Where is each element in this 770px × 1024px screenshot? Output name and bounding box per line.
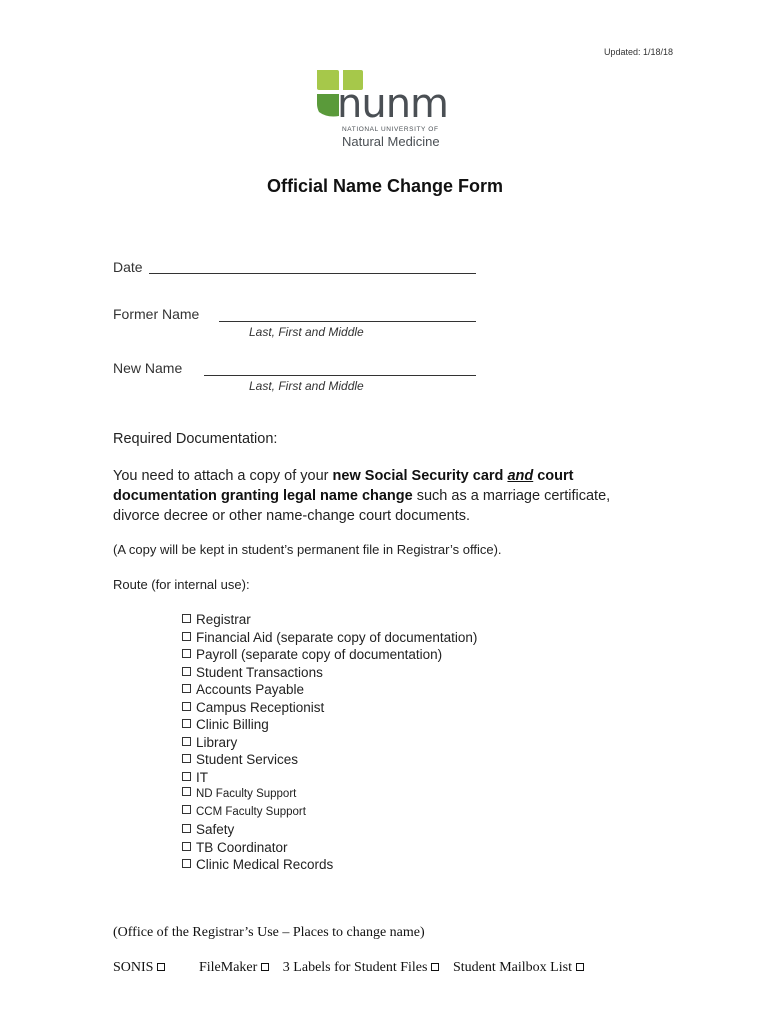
documentation-heading: Required Documentation: xyxy=(113,431,278,447)
route-item-library[interactable]: Library xyxy=(182,734,477,752)
route-item-tb-coordinator[interactable]: TB Coordinator xyxy=(182,839,477,857)
checkbox-icon[interactable] xyxy=(182,842,191,851)
documentation-text: You need to attach a copy of your new Social Security card and court documentation granting legal name change such as a marriage certificate, divorce decree or other name-change court documents. xyxy=(113,468,611,524)
route-item-student-services[interactable]: Student Services xyxy=(182,751,477,769)
checkbox-icon[interactable] xyxy=(182,632,191,641)
new-name-hint: Last, First and Middle xyxy=(249,379,364,393)
route-item-clinic-medical-records[interactable]: Clinic Medical Records xyxy=(182,856,477,874)
updated-date: Updated: 1/18/18 xyxy=(603,47,673,57)
office-use-row xyxy=(113,960,584,976)
checkbox-icon[interactable] xyxy=(182,805,191,814)
route-item-campus-receptionist[interactable]: Campus Receptionist xyxy=(182,699,477,717)
checkbox-icon[interactable] xyxy=(431,963,439,971)
logo-wordmark: nunm xyxy=(337,81,449,127)
new-name-label: New Name xyxy=(113,360,183,376)
office-item-labels[interactable]: 3 Labels for Student Files xyxy=(283,960,440,975)
documentation-note: (A copy will be kept in student’s permanent file in Registrar’s office). xyxy=(113,542,502,557)
office-use-heading: (Office of the Registrar’s Use – Places to change name) xyxy=(113,925,425,940)
form-title: Official Name Change Form xyxy=(266,176,504,196)
route-item-accounts-payable[interactable]: Accounts Payable xyxy=(182,681,477,699)
checkbox-icon[interactable] xyxy=(182,859,191,868)
office-item-mailbox-list[interactable]: Student Mailbox List xyxy=(453,960,584,975)
former-name-field[interactable] xyxy=(219,321,476,322)
date-label: Date xyxy=(113,259,143,275)
checkbox-icon[interactable] xyxy=(182,614,191,623)
route-item-financial-aid[interactable]: Financial Aid (separate copy of documentation) xyxy=(182,629,477,647)
checkbox-icon[interactable] xyxy=(157,963,165,971)
checkbox-icon[interactable] xyxy=(576,963,584,971)
checkbox-icon[interactable] xyxy=(261,963,269,971)
checkbox-icon[interactable] xyxy=(182,719,191,728)
nunm-logo xyxy=(315,68,460,150)
checkbox-icon[interactable] xyxy=(182,754,191,763)
former-name-hint: Last, First and Middle xyxy=(249,325,364,339)
route-item-nd-faculty-support[interactable]: ND Faculty Support xyxy=(182,786,477,804)
route-item-payroll[interactable]: Payroll (separate copy of documentation) xyxy=(182,646,477,664)
checkbox-icon[interactable] xyxy=(182,772,191,781)
checkbox-icon[interactable] xyxy=(182,702,191,711)
checkbox-icon[interactable] xyxy=(182,737,191,746)
route-item-clinic-billing[interactable]: Clinic Billing xyxy=(182,716,477,734)
route-item-student-transactions[interactable]: Student Transactions xyxy=(182,664,477,682)
route-item-safety[interactable]: Safety xyxy=(182,821,477,839)
checkbox-icon[interactable] xyxy=(182,649,191,658)
route-item-registrar[interactable]: Registrar xyxy=(182,611,477,629)
office-item-sonis[interactable]: SONIS xyxy=(113,960,165,975)
office-item-filemaker[interactable]: FileMaker xyxy=(199,960,269,975)
route-heading: Route (for internal use): xyxy=(113,577,250,592)
checkbox-icon[interactable] xyxy=(182,824,191,833)
logo-line-2: Natural Medicine xyxy=(342,134,440,149)
former-name-label: Former Name xyxy=(113,306,200,322)
checkbox-icon[interactable] xyxy=(182,787,191,796)
checkbox-icon[interactable] xyxy=(182,667,191,676)
date-field[interactable] xyxy=(149,273,476,274)
route-item-it[interactable]: IT xyxy=(182,769,477,787)
logo-line-1: NATIONAL UNIVERSITY OF xyxy=(342,126,439,133)
new-name-field[interactable] xyxy=(204,375,476,376)
route-list xyxy=(182,611,477,874)
checkbox-icon[interactable] xyxy=(182,684,191,693)
route-item-ccm-faculty-support[interactable]: CCM Faculty Support xyxy=(182,804,477,822)
